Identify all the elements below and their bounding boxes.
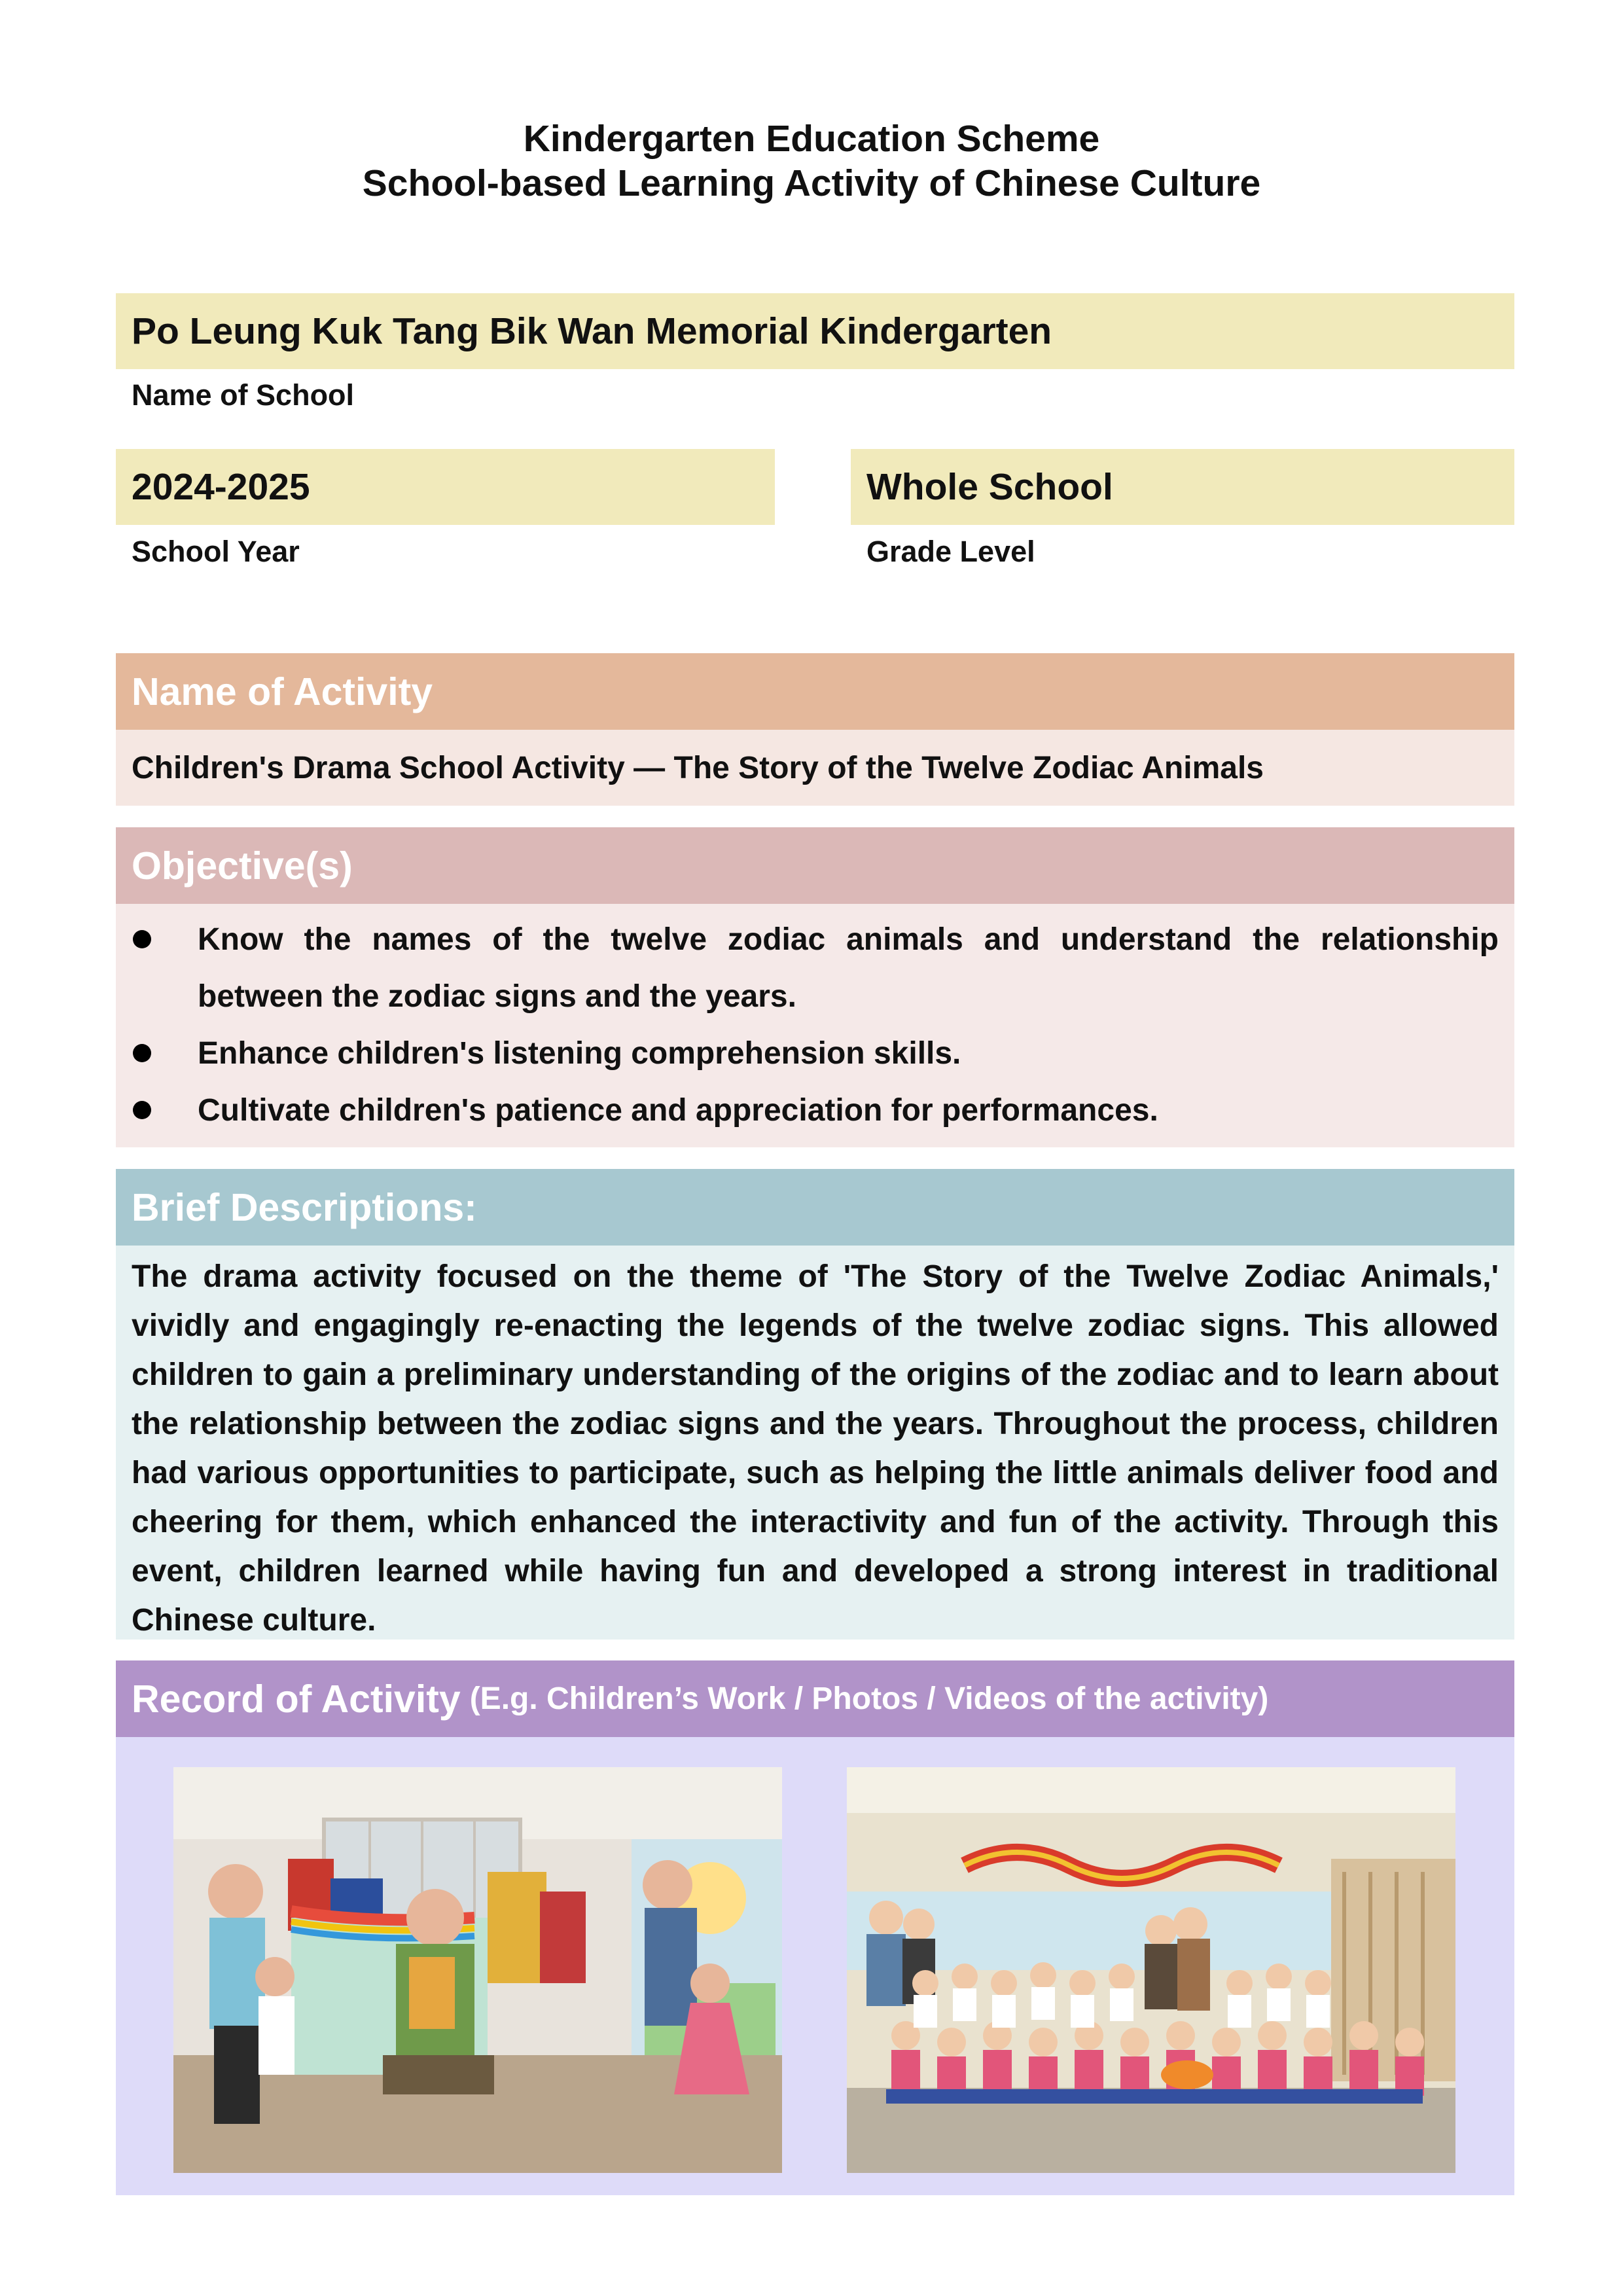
objectives-section-body: [116, 904, 1514, 1147]
bullet-icon: [133, 1044, 151, 1062]
document-title: [0, 117, 1623, 206]
description-heading: Brief Descriptions:: [132, 1185, 477, 1229]
school-name-field: [116, 293, 1514, 369]
grade-level: Whole School: [866, 466, 1113, 508]
objectives-list: [116, 911, 1514, 1139]
bullet-icon: [133, 930, 151, 948]
school-year: 2024-2025: [132, 466, 310, 508]
school-year-caption: School Year: [132, 535, 300, 568]
school-name-caption: Name of School: [132, 378, 355, 412]
title-line-1: Kindergarten Education Scheme: [523, 118, 1100, 160]
objectives-heading: Objective(s): [132, 844, 353, 888]
activity-heading: Name of Activity: [132, 670, 433, 713]
activity-photo-group: [847, 1767, 1455, 2173]
drama-photo-illustration: [173, 1767, 782, 2173]
school-year-field: [116, 449, 775, 525]
title-line-2: School-based Learning Activity of Chinese Culture: [362, 162, 1261, 204]
activity-photo-drama: [173, 1767, 782, 2173]
school-name: Po Leung Kuk Tang Bik Wan Memorial Kindergarten: [132, 310, 1052, 352]
grade-level-caption: Grade Level: [866, 535, 1035, 568]
list-item: Cultivate children's patience and appreciation for performances.: [116, 1082, 1514, 1139]
description-section-heading: [116, 1169, 1514, 1246]
grade-level-field: [851, 449, 1514, 525]
group-photo-illustration: [847, 1767, 1455, 2173]
activity-section-heading: [116, 653, 1514, 730]
objectives-section-heading: [116, 827, 1514, 904]
record-subheading: (E.g. Children’s Work / Photos / Videos of the activity): [469, 1681, 1269, 1716]
record-section-heading: [116, 1660, 1514, 1737]
activity-name: Children's Drama School Activity — The Story of the Twelve Zodiac Animals: [132, 750, 1264, 785]
list-item: Enhance children's listening comprehension skills.: [116, 1025, 1514, 1082]
description-text: The drama activity focused on the theme of 'The Story of the Twelve Zodiac Animals,' vividly and engagingly re-enacting the legends of the twelve zodiac signs. This allowed children to gain a preliminary understanding of the origins of the zodiac and to learn about the relationship between the zodiac signs and the years. Throughout the process, children had various opportunities to participate, such as helping the little animals deliver food and cheering for them, which enhanced the interactivity and fun of the activity. Through this event, children learned while having fun and developed a strong interest in traditional Chinese culture.: [132, 1259, 1499, 1638]
record-heading: Record of Activity: [132, 1677, 461, 1721]
description-section-body: [116, 1246, 1514, 1640]
list-item: Know the names of the twelve zodiac animals and understand the relationship between the zodiac signs and the years.: [116, 911, 1514, 1025]
activity-section-body: [116, 730, 1514, 806]
bullet-icon: [133, 1101, 151, 1119]
